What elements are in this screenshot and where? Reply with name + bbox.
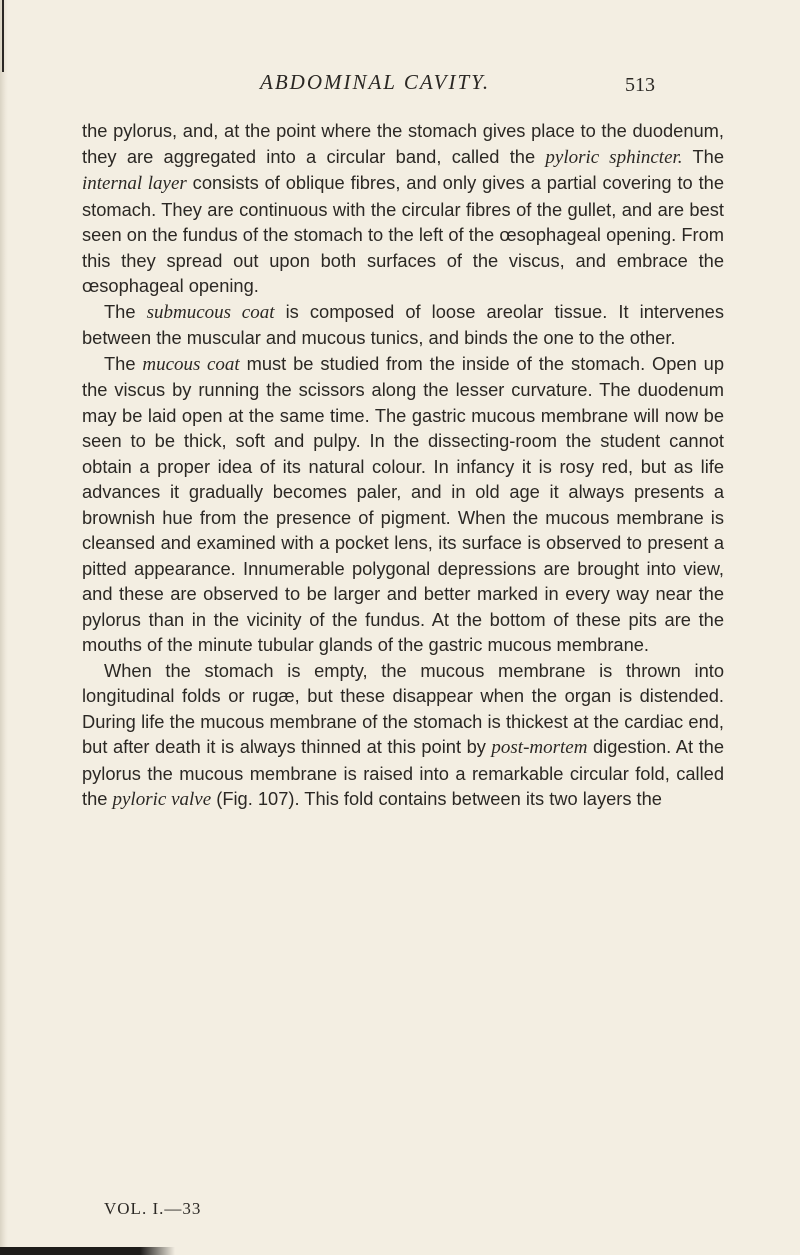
- text-run: The: [104, 352, 143, 374]
- text-run: The: [104, 300, 147, 322]
- term-post-mortem: post-mortem: [491, 737, 588, 758]
- body-text: [82, 118, 724, 813]
- text-run: (Fig. 107). This fold contains between its two layers the: [211, 788, 662, 809]
- page-left-edge: [0, 0, 8, 1255]
- text-run: is composed of loose areolar tissue. It intervenes between the muscular and mucous tunics, and binds the one to the other.: [82, 300, 724, 348]
- term-internal-layer: internal layer: [82, 173, 187, 194]
- text-run: must be studied from the inside of the stomach. Open up the viscus by running the scissors along the lesser curvature. The duodenum may be laid open at the same time. The gastric mucous membrane will now be seen to be thick, soft and pulpy. In the dissecting-room the student cannot obtain a proper idea of its natural colour. In infancy it is rosy red, but as life advances it gradually becomes paler, and in old age it always presents a brownish hue from the presence of pigment. When the mucous membrane is cleansed and examined with a pocket lens, its surface is observed to present a pitted appearance. Innumerable polygonal depressions are brought into view, and these are observed to be larger and better marked in every way near the pylorus than in the vicinity of the fundus. At the bottom of these pits are the mouths of the minute tubular glands of the gastric mucous membrane.: [82, 352, 724, 655]
- paragraph-1: [82, 118, 724, 299]
- paragraph-2: [82, 299, 724, 351]
- running-head: [0, 70, 800, 100]
- page-number: 513: [625, 74, 655, 96]
- paragraph-4: [82, 658, 724, 813]
- text-run: digestion. At the pylorus the mucous membrane is raised into a remarkable circular fold, called the: [82, 736, 724, 809]
- signature-mark: VOL. I.—33: [104, 1199, 202, 1218]
- term-pyloric-valve: pyloric valve: [112, 789, 212, 810]
- binding-line: [2, 0, 4, 72]
- running-title: ABDOMINAL CAVITY.: [260, 70, 491, 94]
- text-run: consists of oblique fibres, and only gives a partial covering to the stomach. They are continuous with the circular fibres of the gullet, and are best seen on the fundus of the stomach to the left of the œsophageal opening. From this they spread out upon both surfaces of the viscus, and embrace the œsophageal opening.: [82, 172, 724, 296]
- text-run: the pylorus, and, at the point where the stomach gives place to the duodenum, they are aggregated into a circular band, called the: [82, 120, 724, 167]
- text-run: When the stomach is empty, the mucous membrane is thrown into longitudinal folds or rugæ, but these disappear when the organ is distended. During life the mucous membrane of the stomach is thickest at the cardiac end, but after death it is always thinned at this point by: [82, 659, 724, 757]
- term-pyloric-sphincter: pyloric sphincter.: [545, 146, 683, 168]
- bottom-edge-shadow: [0, 1247, 175, 1255]
- term-mucous-coat: mucous coat: [142, 353, 240, 375]
- term-submucous-coat: submucous coat: [146, 301, 275, 323]
- text-run: The: [682, 145, 724, 167]
- paragraph-3: [82, 351, 724, 658]
